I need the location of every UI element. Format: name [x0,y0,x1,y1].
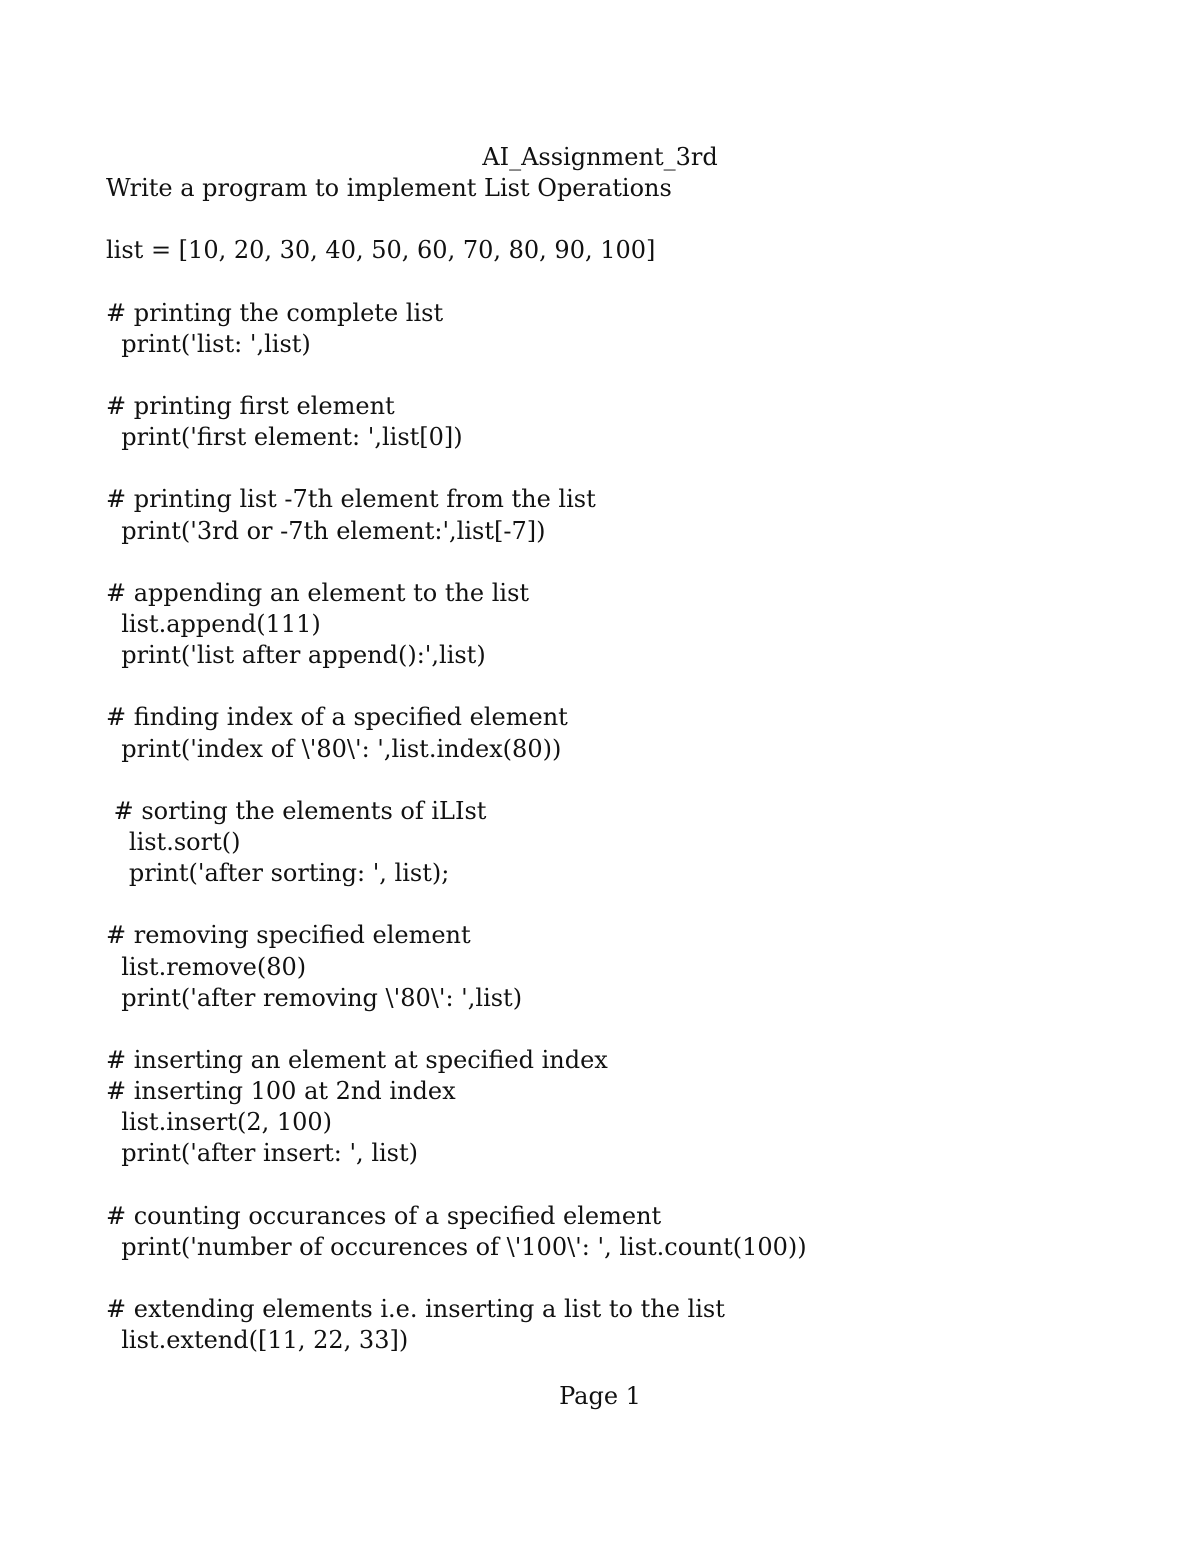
text-line: # printing first element [106,391,395,420]
text-line: print('after removing \'80\': ',list) [106,983,523,1012]
text-line [106,1170,1106,1201]
document-body [106,173,1106,1356]
text-line [106,765,1106,796]
text-line: # sorting the elements of iLIst [106,796,487,825]
text-line: # removing specified element [106,921,471,950]
text-line: print('3rd or -7th element:',list[-7]) [106,516,546,545]
text-line: Write a program to implement List Operations [106,174,672,202]
text-line [106,1014,1106,1045]
text-line [106,266,1106,297]
text-line: print('list after append():',list) [106,641,486,670]
text-line: list.remove(80) [106,952,307,981]
text-line [106,360,1106,391]
text-line [106,204,1106,235]
text-line [106,547,1106,578]
text-line: print('first element: ',list[0]) [106,423,463,452]
text-line: # counting occurances of a specified element [106,1201,662,1230]
text-line [106,671,1106,702]
text-line: print('number of occurences of \'100\': ', list.count(100)) [106,1232,807,1261]
document-title [0,142,1200,173]
text-line: list.insert(2, 100) [106,1108,333,1137]
text-line: # extending elements i.e. inserting a list to the list [106,1295,725,1324]
text-line: print('after sorting: ', list); [106,859,450,888]
text-line [106,889,1106,920]
text-line: # inserting 100 at 2nd index [106,1077,456,1106]
text-line: list.sort() [106,827,241,856]
text-line: # finding index of a specified element [106,703,568,732]
page-footer [0,1381,1200,1412]
text-line: print('list: ',list) [106,329,311,358]
text-line: # appending an element to the list [106,578,530,607]
text-line: list = [10, 20, 30, 40, 50, 60, 70, 80, 90, 100] [106,236,656,265]
text-line: print('index of \'80\': ',list.index(80)) [106,734,562,763]
text-line: list.extend([11, 22, 33]) [106,1326,409,1355]
text-line: # inserting an element at specified index [106,1045,608,1074]
text-line [106,1263,1106,1294]
text-line: list.append(111) [106,609,321,638]
text-line [106,453,1106,484]
document-title-text: AI_Assignment_3rd [482,143,718,171]
text-line: # printing list -7th element from the list [106,485,596,514]
text-line: print('after insert: ', list) [106,1139,418,1168]
page-number: Page 1 [559,1382,641,1410]
text-line: # printing the complete list [106,298,444,327]
